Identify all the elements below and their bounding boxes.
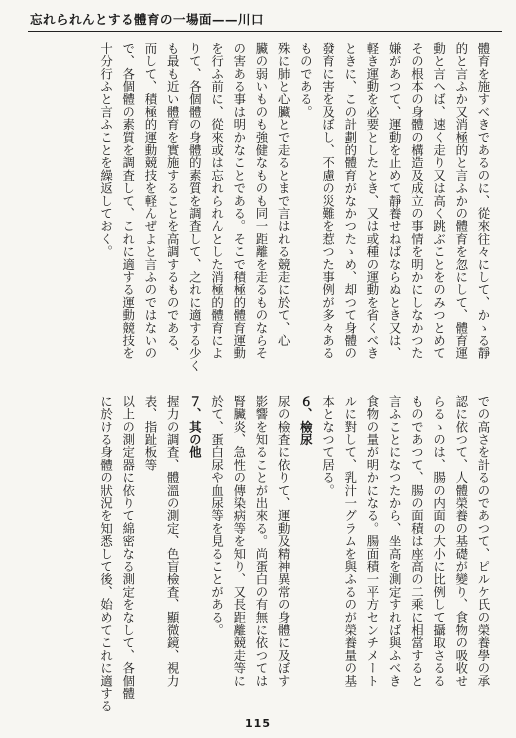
top-text-block: [94, 42, 494, 382]
text-line: 影響を知ることが出來る。尚蛋白の有無に依つては: [253, 395, 269, 688]
text-line: ものであつて、腸の面積は座高の二乘に相當すると: [409, 395, 425, 688]
section-heading: ７、其の他: [187, 395, 203, 459]
text-line: 十分行ふと言ふことを繰返しておく。: [98, 42, 114, 258]
text-line: 腎臟炎、急性の傳染病等を知り、又長距離競走等に: [231, 395, 247, 688]
text-line: 發育に害を及ぼし、不慮の災難を惹つた事例が多々ある: [320, 42, 336, 360]
text-line: 尿の檢査に依りて、運動及精神異常の身體に及ぼす: [276, 395, 292, 688]
text-line: 食物の量が明かになる。腸面積一平方センチメート: [364, 395, 380, 688]
bottom-text-block: [94, 395, 494, 713]
text-line: らるゝのは、腸の内面の大小に比例して攝取さるる: [431, 395, 447, 688]
text-line: ときに、この計劃的體育がなかつたゝめ、却つて身體の: [342, 42, 358, 360]
text-line: 於て、蛋白尿や血尿等を見ることがある。: [209, 395, 225, 637]
text-line: の害ある事は明かなことである。そこで積極的體育運動: [231, 42, 247, 360]
text-line: 殊に肺と心臟とで走るとまで言はれる競走に於て、心: [276, 42, 292, 347]
page-number: 115: [245, 717, 271, 730]
text-line: 表、指趾板等: [142, 395, 158, 472]
text-line: 軽き運動を必要としたとき、又は或種の運動を省くべき: [364, 42, 380, 360]
text-line: 認に依つて、人體榮養の基礎が變り、食物の吸收せ: [453, 395, 469, 688]
running-head: 忘れられんとする體育の一場面——川口: [30, 12, 265, 27]
text-line: 動と言へば、速く走り又は高く跳ぶことをのみつとめて: [431, 42, 447, 360]
text-line: 言ふことになつたから、坐高を測定すれば與ふべき: [387, 395, 403, 688]
text-line: 臟の弱いものも強健なものも同一距離を走るものならそ: [253, 42, 269, 360]
section-heading: ６、檢尿: [298, 395, 314, 446]
text-line: 本となつて居る。: [320, 395, 336, 497]
text-line: 以上の測定器に依りて綿密なる測定をなして、各個體: [120, 395, 136, 700]
text-line: りて、各個體の身體的素質を調査して、之れに適する少く: [187, 42, 203, 373]
text-line: 而して、積極的運動競技を軽んぜよと言ふのではないの: [142, 42, 158, 360]
text-line: ものである。: [298, 42, 314, 119]
text-line: ルに對して、乳汁一グラムを與ふるのが榮養量の基: [342, 395, 358, 688]
text-line: 嫌があつて、運動を止めて靜養せねばならぬとき又は、: [387, 42, 403, 360]
text-line: で、各個體の素質を調査して、これに適する運動競技を: [120, 42, 136, 360]
text-line: での高さを計るのであつて、ピルケ氏の榮養學の承: [476, 395, 491, 688]
text-line: を行ふ前に、從來或は忘れられんとした消極的體育によ: [209, 42, 225, 360]
text-line: 握力の調査、體溫の測定、色盲檢査、顯微鏡、視力: [165, 395, 181, 688]
text-line: その根本の身體の構造及成立の事情を明かにしなかつた: [409, 42, 425, 360]
text-line: 體育を施すべきであるのに、從來往々にして、かゝる靜: [476, 42, 491, 360]
header-rule: [28, 31, 502, 32]
text-line: に於ける身體の狀況を知悉して後、始めてこれに適する: [98, 395, 114, 713]
text-line: も最も近い體育を實施することを高調するものである、: [165, 42, 181, 360]
text-line: 的と言ふか又消極的と言ふかの體育を忽にして、體育運: [453, 42, 469, 360]
